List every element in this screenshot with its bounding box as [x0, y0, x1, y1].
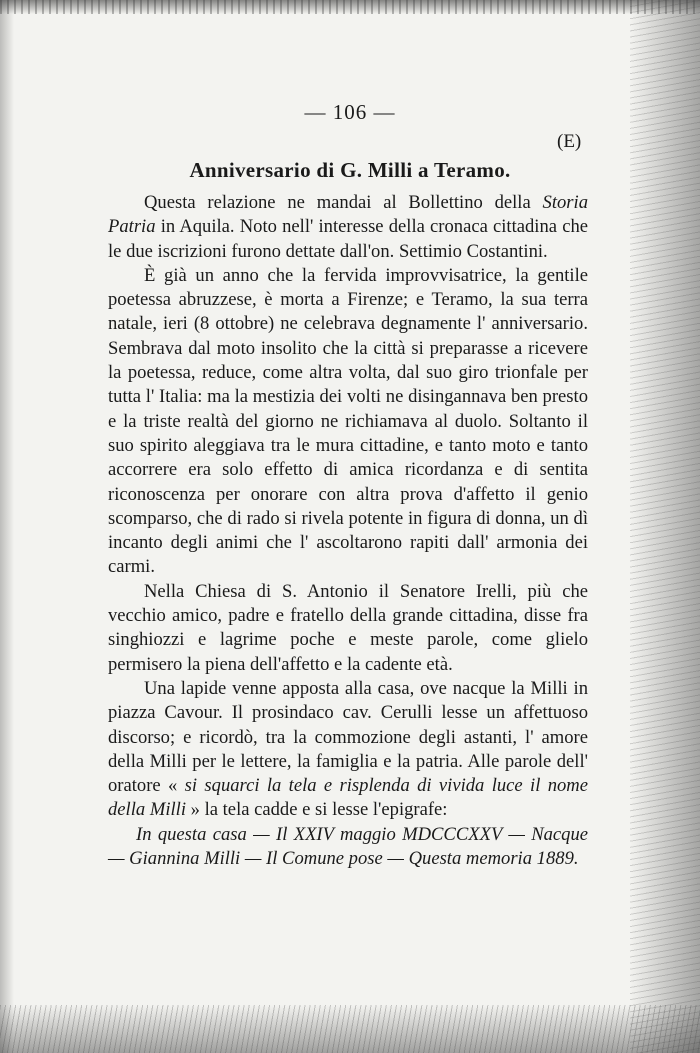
text-segment: in Aquila. Noto nell' interesse della cronaca cittadina che le due iscrizioni furono dettate dall'on. Settimio Costantini. [108, 216, 588, 262]
page-number: — 106 — [304, 100, 396, 124]
italic-text-segment: In questa casa — Il XXIV maggio MDCCCXXV — Nacque — Giannina Milli — Il Comune pose — Questa memoria 1889. [108, 823, 588, 870]
body-text [108, 191, 588, 871]
epigraph-paragraph [108, 823, 588, 872]
page-edge-top [0, 0, 700, 14]
text-segment: È già un anno che la fervida improvvisatrice, la gentile poetessa abruzzese, è morta a Firenze; e Teramo, la sua terra natale, ieri (8 ottobre) ne celebrava degnamente l' anniversario. Sembrava dal moto insolito che la città si preparasse a ricevere la poetessa, reduce, come altra volta, dal suo giro trionfale per tutta l' Italia: ma la mestizia dei volti ne disingannava ben presto e la triste realtà del giorno ne richiamava al duolo. Soltanto il suo spirito aleggiava tra le mura cittadine, e tanto moto e tanto accorrere era solo effetto di amica ricordanza e di sentita riconoscenza per onorare con altra prova d'affetto il genio scomparso, che di rado si rivela potente in figura di donna, un dì incanto degli animi che l' ascoltarono rapiti dall' armonia dei carmi. [108, 264, 588, 578]
body-paragraph [108, 677, 588, 823]
body-paragraph [108, 191, 588, 264]
body-paragraph [108, 264, 588, 580]
text-segment: Nella Chiesa di S. Antonio il Senatore Irelli, più che vecchio amico, padre e fratello della grande cittadina, disse fra singhiozzi e lagrime poche e meste parole, come glielo permisero la piena dell'affetto e la cadente età. [108, 580, 588, 675]
italic-text-segment: si squarci la tela e risplenda di vivida luce il nome della Milli [108, 775, 588, 821]
page-title: Anniversario di G. Milli a Teramo. [189, 158, 511, 182]
text-segment: » la tela cadde e si lesse l'epigrafe: [185, 799, 448, 821]
italic-text-segment: Storia Patria [108, 192, 588, 238]
body-paragraph [108, 580, 588, 677]
text-segment: Una lapide venne apposta alla casa, ove nacque la Milli in piazza Cavour. Il prosindaco cav. Cerulli lesse un affettuoso discorso; e ricordò, tra la commozione degli astanti, l' amore della Milli per le lettere, la famiglia e la patria. Alle parole dell' oratore « [108, 677, 588, 797]
text-segment: Questa relazione ne mandai al Bollettino della [144, 192, 543, 213]
page-edge-bottom [0, 1005, 700, 1053]
section-mark: (E) [557, 131, 582, 152]
